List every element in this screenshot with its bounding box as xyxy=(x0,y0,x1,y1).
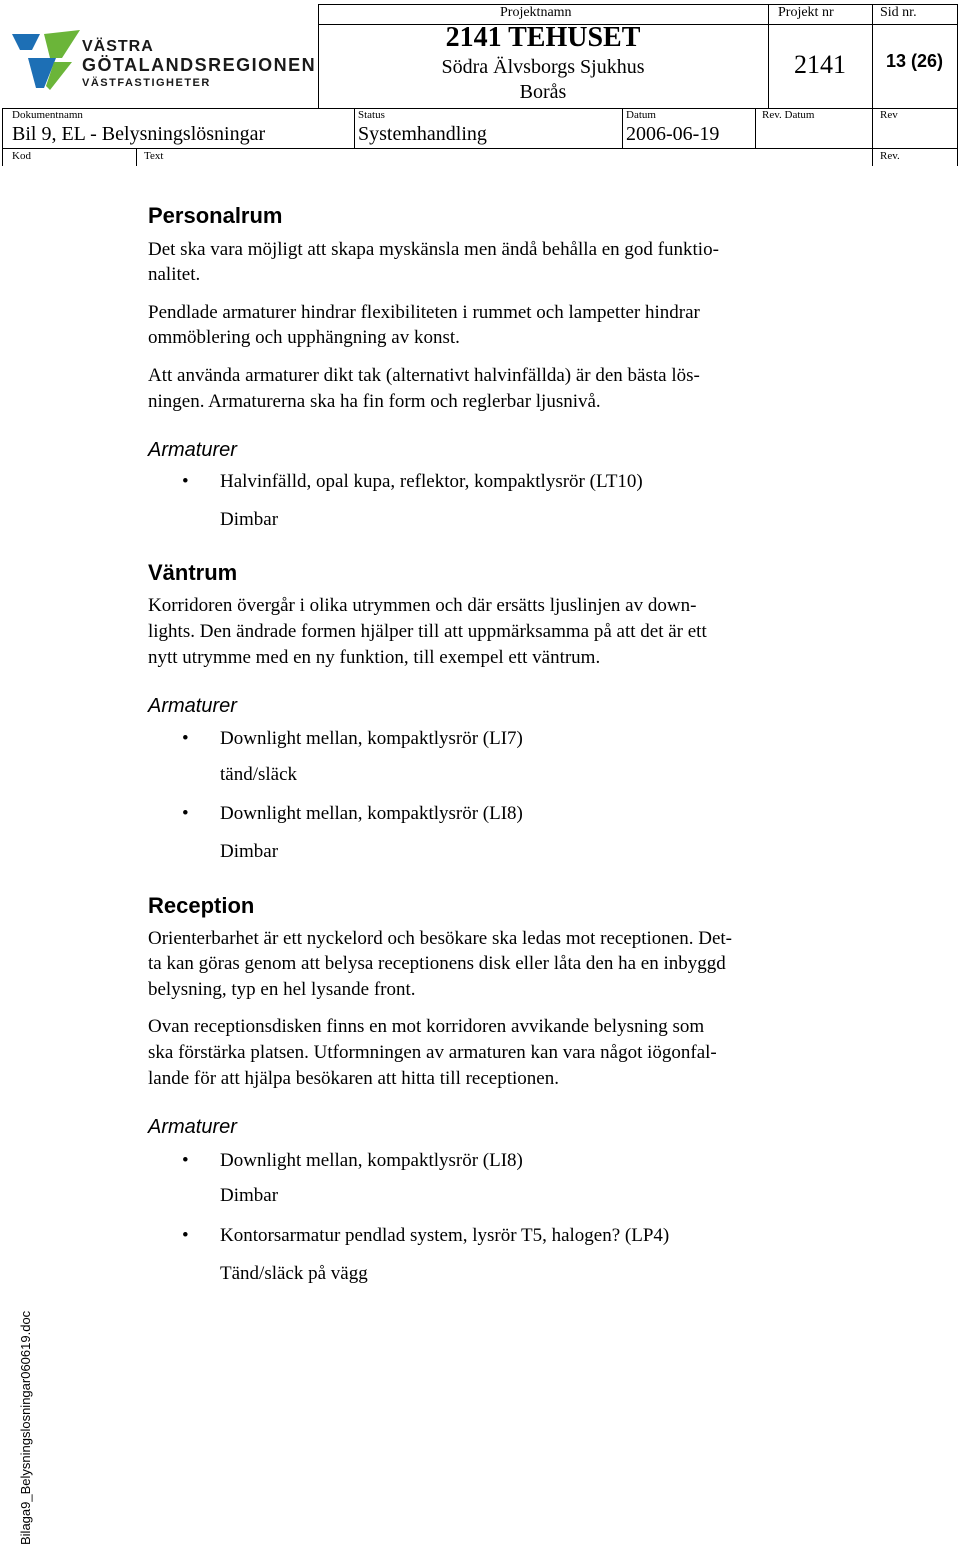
header-border-right xyxy=(957,4,958,166)
personalrum-p3-line2: ningen. Armaturerna ska ha fin form och reglerbar ljusnivå. xyxy=(148,391,601,412)
vantrum-armaturer-heading: Armaturer xyxy=(148,695,237,717)
reception-p2-line2: ska förstärka platsen. Utformningen av armaturen kan vara något iögonfal- xyxy=(148,1042,717,1063)
project-city: Borås xyxy=(519,81,567,103)
project-subtitle: Södra Älvsborgs Sjukhus xyxy=(441,56,645,78)
rev-label: Rev xyxy=(880,109,898,121)
header-row2-div1 xyxy=(354,108,355,148)
projektnamn-label: Projektnamn xyxy=(500,5,572,20)
header-row2-div2 xyxy=(622,108,623,148)
vantrum-fixture-1-control: tänd/släck xyxy=(220,764,298,785)
rev-datum-label: Rev. Datum xyxy=(762,109,815,121)
vantrum-p1-line2: lights. Den ändrade formen hjälper till att uppmärksamma på att det är ett xyxy=(148,621,707,642)
personalrum-p1-line1: Det ska vara möjligt att skapa myskänsla men ändå behålla en god funktio- xyxy=(148,239,719,260)
vantrum-p1-line3: nytt utrymme med en ny funktion, till exempel ett väntrum. xyxy=(148,647,601,668)
kod-label: Kod xyxy=(12,150,31,162)
projekt-nr-label: Projekt nr xyxy=(778,5,834,20)
reception-fixture-2: Kontorsarmatur pendlad system, lysrör T5, halogen? (LP4) xyxy=(220,1225,670,1246)
reception-fixture-1: Downlight mellan, kompaktlysrör (LI8) xyxy=(220,1150,523,1171)
text-label: Text xyxy=(144,150,164,162)
datum-label: Datum xyxy=(626,109,656,121)
document-date: 2006-06-19 xyxy=(626,123,720,145)
project-title: 2141 TEHUSET xyxy=(445,22,641,53)
reception-p2-line1: Ovan receptionsdisken finns en mot korridoren avvikande belysning som xyxy=(148,1016,705,1037)
section-title-personalrum: Personalrum xyxy=(148,203,283,228)
personalrum-fixture-1: Halvinfälld, opal kupa, reflektor, kompaktlysrör (LT10) xyxy=(220,471,643,492)
personalrum-p2-line2: ommöblering och upphängning av konst. xyxy=(148,327,460,348)
reception-p1-line2: ta kan göras genom att belysa receptionens disk eller låta den ha en inbyggd xyxy=(148,953,726,974)
bullet: • xyxy=(182,471,189,492)
reception-p2-line3: lande för att hjälpa besökaren att hitta till receptionen. xyxy=(148,1068,559,1089)
sid-nr-label: Sid nr. xyxy=(880,5,917,20)
reception-fixture-1-control: Dimbar xyxy=(220,1185,279,1206)
logo-line2: GÖTALANDSREGIONEN xyxy=(82,55,317,75)
personalrum-fixture-1-control: Dimbar xyxy=(220,509,279,530)
dokumentnamn-label: Dokumentnamn xyxy=(12,109,83,121)
section-title-vantrum: Väntrum xyxy=(148,560,238,585)
status-label: Status xyxy=(358,109,385,121)
bullet: • xyxy=(182,1225,189,1246)
header-row3-top xyxy=(2,148,958,149)
header-row2-div3 xyxy=(755,108,756,148)
vantrum-fixture-2: Downlight mellan, kompaktlysrör (LI8) xyxy=(220,803,523,824)
vantrum-fixture-1: Downlight mellan, kompaktlysrör (LI7) xyxy=(220,728,523,749)
reception-armaturer-heading: Armaturer xyxy=(148,1116,237,1138)
header-border-top xyxy=(318,4,958,5)
bullet: • xyxy=(182,728,189,749)
header-row3-div1 xyxy=(136,148,137,166)
reception-p1-line3: belysning, typ en hel lysande front. xyxy=(148,979,416,1000)
reception-p1-line1: Orienterbarhet är ett nyckelord och besökare ska ledas mot receptionen. Det- xyxy=(148,928,732,949)
vantrum-fixture-2-control: Dimbar xyxy=(220,841,279,862)
section-title-reception: Reception xyxy=(148,893,255,918)
logo-line3: VÄSTFASTIGHETER xyxy=(82,77,211,89)
personalrum-p1-line2: nalitet. xyxy=(148,264,201,285)
document-name: Bil 9, EL - Belysningslösningar xyxy=(12,123,266,145)
document-status: Systemhandling xyxy=(358,123,487,145)
side-filename: Bilaga9_Belysningslosningar060619.doc xyxy=(18,1310,33,1545)
personalrum-p3-line1: Att använda armaturer dikt tak (alternativt halvinfällda) är den bästa lös- xyxy=(148,365,700,386)
header-row2-top xyxy=(2,108,958,109)
page-number: 13 (26) xyxy=(885,51,944,71)
rev2-label: Rev. xyxy=(880,150,900,162)
personalrum-armaturer-heading: Armaturer xyxy=(148,439,237,461)
personalrum-p2-line1: Pendlade armaturer hindrar flexibiliteten i rummet och lampetter hindrar xyxy=(148,302,700,323)
vantrum-p1-line1: Korridoren övergår i olika utrymmen och där ersätts ljuslinjen av down- xyxy=(148,595,697,616)
header-row2-left xyxy=(2,108,3,166)
logo-emblem-icon xyxy=(10,28,90,94)
bullet: • xyxy=(182,1150,189,1171)
reception-fixture-2-control: Tänd/släck på vägg xyxy=(220,1263,368,1284)
vastra-gotalandsregionen-logo xyxy=(10,28,317,98)
logo-line1: VÄSTRA xyxy=(82,38,154,55)
header-row2-div4 xyxy=(872,108,873,166)
bullet: • xyxy=(182,803,189,824)
project-number: 2141 xyxy=(794,50,846,79)
